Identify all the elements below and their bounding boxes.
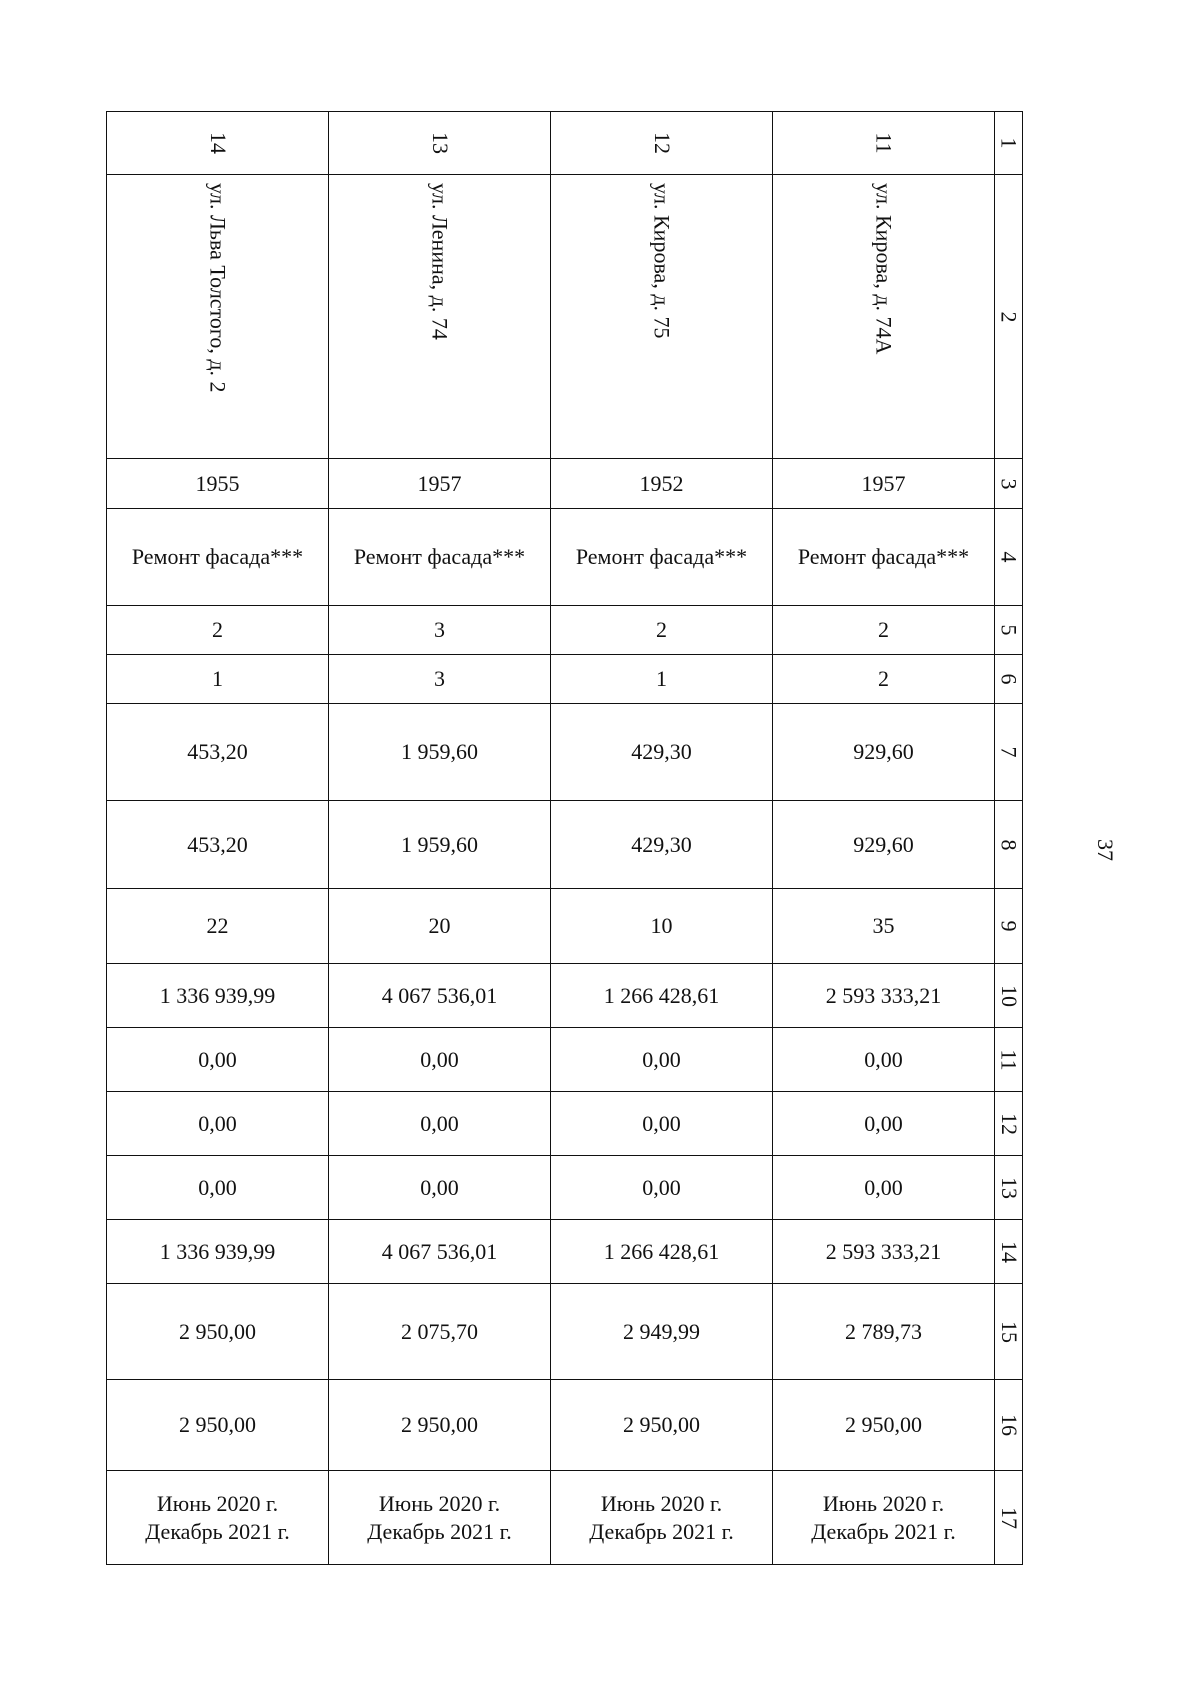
data-cell: 1 959,60 (329, 801, 551, 889)
data-cell: 10 (551, 889, 773, 964)
data-cell: 0,00 (107, 1156, 329, 1220)
year-cell: 1952 (551, 459, 773, 509)
data-cell: 1 266 428,61 (551, 964, 773, 1028)
table-row (107, 459, 1023, 509)
data-cell: 0,00 (107, 1092, 329, 1156)
start-date: Июнь 2020 г. (822, 1490, 945, 1516)
dates-cell (329, 1471, 551, 1565)
column-index-cell: 12 (995, 1092, 1023, 1156)
table-row (107, 889, 1023, 964)
column-index-cell: 5 (995, 606, 1023, 655)
data-cell: 929,60 (773, 704, 995, 801)
renovation-table (106, 111, 1023, 1565)
end-date: Декабрь 2021 г. (811, 1518, 956, 1544)
data-cell: 0,00 (329, 1028, 551, 1092)
address-cell: ул. Кирова, д. 74А (773, 175, 995, 459)
table-row (107, 1028, 1023, 1092)
data-cell: 0,00 (551, 1028, 773, 1092)
column-index-cell: 7 (995, 704, 1023, 801)
column-index-cell: 4 (995, 509, 1023, 606)
column-index-cell: 15 (995, 1284, 1023, 1380)
data-cell: 2 075,70 (329, 1284, 551, 1380)
dates-cell (107, 1471, 329, 1565)
end-date: Декабрь 2021 г. (589, 1518, 734, 1544)
address-cell: ул. Льва Толстого, д. 2 (107, 175, 329, 459)
data-cell: 453,20 (107, 801, 329, 889)
data-cell: 1 (107, 655, 329, 704)
data-cell: 4 067 536,01 (329, 964, 551, 1028)
record-number-cell: 13 (329, 112, 551, 175)
column-index-cell: 6 (995, 655, 1023, 704)
dates-cell (551, 1471, 773, 1565)
column-index-cell: 2 (995, 175, 1023, 459)
data-cell: 1 336 939,99 (107, 1220, 329, 1284)
data-cell: 2 593 333,21 (773, 1220, 995, 1284)
work-type-cell: Ремонт фасада*** (773, 509, 995, 606)
record-number-cell: 14 (107, 112, 329, 175)
column-index-cell: 14 (995, 1220, 1023, 1284)
column-index-cell: 9 (995, 889, 1023, 964)
data-cell: 35 (773, 889, 995, 964)
data-cell: 2 950,00 (107, 1284, 329, 1380)
work-type-cell: Ремонт фасада*** (551, 509, 773, 606)
data-cell: 0,00 (107, 1028, 329, 1092)
data-cell: 1 (551, 655, 773, 704)
start-date: Июнь 2020 г. (600, 1490, 723, 1516)
data-cell: 0,00 (551, 1092, 773, 1156)
data-cell: 2 950,00 (107, 1380, 329, 1471)
record-number-cell: 11 (773, 112, 995, 175)
data-cell: 2 (773, 655, 995, 704)
data-cell: 22 (107, 889, 329, 964)
data-cell: 0,00 (773, 1092, 995, 1156)
data-cell: 0,00 (329, 1156, 551, 1220)
data-cell: 2 (107, 606, 329, 655)
dates-cell (773, 1471, 995, 1565)
table-row (107, 1092, 1023, 1156)
table-row (107, 964, 1023, 1028)
work-type-cell: Ремонт фасада*** (107, 509, 329, 606)
column-index-cell: 1 (995, 112, 1023, 175)
data-cell: 0,00 (329, 1092, 551, 1156)
table-row (107, 1156, 1023, 1220)
data-cell: 3 (329, 606, 551, 655)
table-row (107, 1380, 1023, 1471)
data-cell: 1 959,60 (329, 704, 551, 801)
data-cell: 2 (773, 606, 995, 655)
table-row (107, 655, 1023, 704)
column-index-cell: 17 (995, 1471, 1023, 1565)
table-row (107, 606, 1023, 655)
data-cell: 1 336 939,99 (107, 964, 329, 1028)
year-cell: 1955 (107, 459, 329, 509)
data-cell: 3 (329, 655, 551, 704)
start-date: Июнь 2020 г. (156, 1490, 279, 1516)
data-cell: 2 593 333,21 (773, 964, 995, 1028)
data-cell: 4 067 536,01 (329, 1220, 551, 1284)
address-cell: ул. Кирова, д. 75 (551, 175, 773, 459)
data-cell: 929,60 (773, 801, 995, 889)
column-index-cell: 3 (995, 459, 1023, 509)
table-row (107, 1471, 1023, 1565)
address-cell: ул. Ленина, д. 74 (329, 175, 551, 459)
page-number: 37 (1093, 839, 1118, 861)
data-cell: 429,30 (551, 801, 773, 889)
data-cell: 2 950,00 (773, 1380, 995, 1471)
data-cell: 20 (329, 889, 551, 964)
column-index-cell: 10 (995, 964, 1023, 1028)
table-row (107, 704, 1023, 801)
column-index-cell: 16 (995, 1380, 1023, 1471)
work-type-cell: Ремонт фасада*** (329, 509, 551, 606)
data-cell: 429,30 (551, 704, 773, 801)
end-date: Декабрь 2021 г. (367, 1518, 512, 1544)
table-row (107, 175, 1023, 459)
data-cell: 1 266 428,61 (551, 1220, 773, 1284)
data-cell: 2 950,00 (329, 1380, 551, 1471)
year-cell: 1957 (773, 459, 995, 509)
data-cell: 2 949,99 (551, 1284, 773, 1380)
column-index-cell: 11 (995, 1028, 1023, 1092)
table-row (107, 112, 1023, 175)
year-cell: 1957 (329, 459, 551, 509)
table-row (107, 509, 1023, 606)
data-cell: 2 950,00 (551, 1380, 773, 1471)
data-cell: 2 (551, 606, 773, 655)
data-cell: 2 789,73 (773, 1284, 995, 1380)
start-date: Июнь 2020 г. (378, 1490, 501, 1516)
record-number-cell: 12 (551, 112, 773, 175)
table-row (107, 801, 1023, 889)
column-index-cell: 13 (995, 1156, 1023, 1220)
data-cell: 0,00 (773, 1156, 995, 1220)
data-cell: 453,20 (107, 704, 329, 801)
table-row (107, 1220, 1023, 1284)
data-cell: 0,00 (773, 1028, 995, 1092)
column-index-cell: 8 (995, 801, 1023, 889)
data-cell: 0,00 (551, 1156, 773, 1220)
end-date: Декабрь 2021 г. (145, 1518, 290, 1544)
table-row (107, 1284, 1023, 1380)
